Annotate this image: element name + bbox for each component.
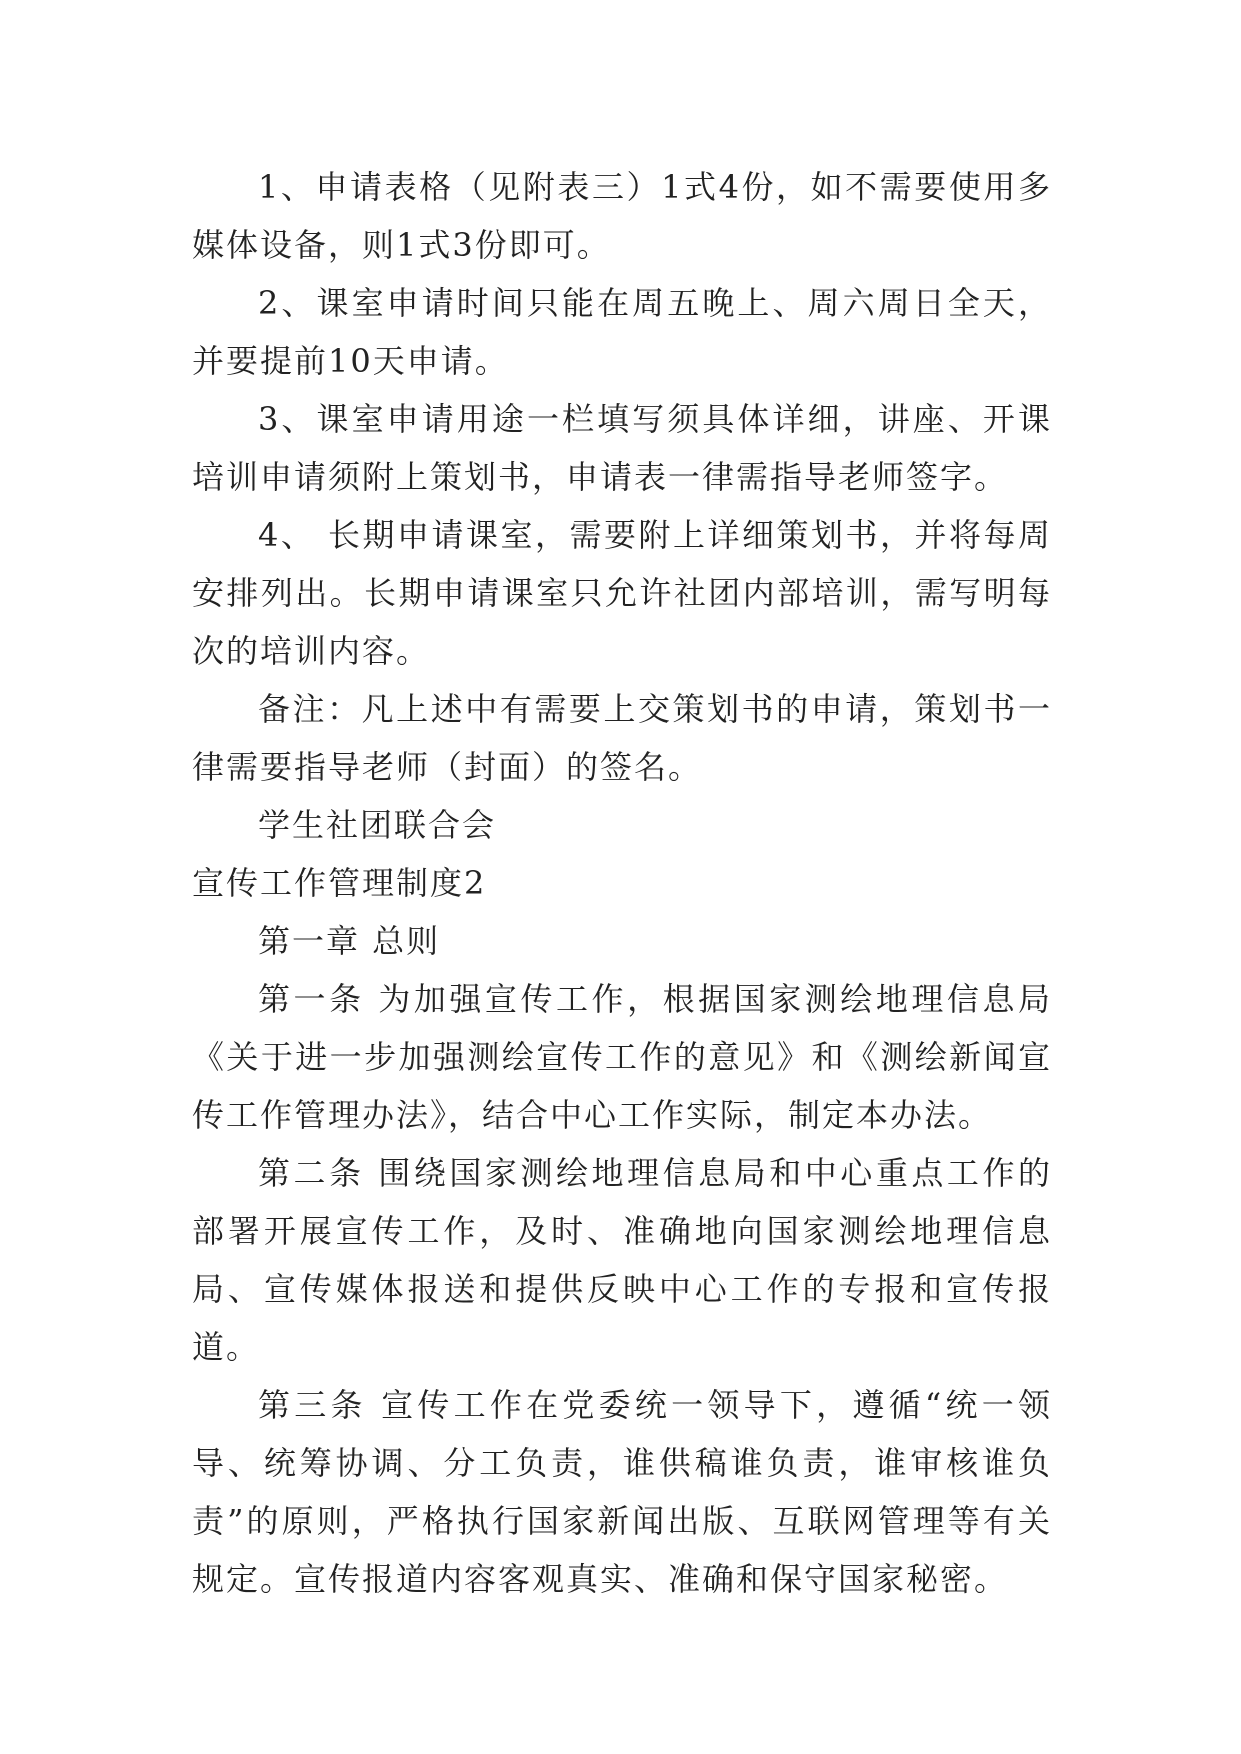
paragraph-item-4: 4、 长期申请课室，需要附上详细策划书，并将每周安排列出。长期申请课室只允许社团内部培训，需写明每次的培训内容。 — [192, 516, 1052, 670]
paragraph-item-3: 3、课室申请用途一栏填写须具体详细，讲座、开课培训申请须附上策划书，申请表一律需指导老师签字。 — [192, 400, 1052, 496]
article-3: 第三条 宣传工作在党委统一领导下，遵循“统一领导、统筹协调、分工负责，谁供稿谁负责，谁审核谁负责”的原则，严格执行国家新闻出版、互联网管理等有关规定。宣传报道内容客观真实、准确和保守国家秘密。 — [192, 1386, 1052, 1598]
article-1: 第一条 为加强宣传工作，根据国家测绘地理信息局《关于进一步加强测绘宣传工作的意见》和《测绘新闻宣传工作管理办法》，结合中心工作实际，制定本办法。 — [192, 980, 1052, 1134]
note-paragraph: 备注：凡上述中有需要上交策划书的申请，策划书一律需要指导老师（封面）的签名。 — [192, 690, 1052, 786]
signature-line: 学生社团联合会 — [258, 806, 497, 844]
paragraph-item-2: 2、课室申请时间只能在周五晚上、周六周日全天，并要提前10天申请。 — [192, 284, 1052, 380]
section-title: 宣传工作管理制度2 — [192, 864, 487, 902]
chapter-heading: 第一章 总则 — [258, 922, 441, 960]
paragraph-item-1: 1、申请表格（见附表三）1式4份，如不需要使用多媒体设备，则1式3份即可。 — [192, 168, 1052, 264]
article-2: 第二条 围绕国家测绘地理信息局和中心重点工作的部署开展宣传工作，及时、准确地向国家测绘地理信息局、宣传媒体报送和提供反映中心工作的专报和宣传报道。 — [192, 1154, 1052, 1366]
document-body — [192, 158, 1052, 1608]
